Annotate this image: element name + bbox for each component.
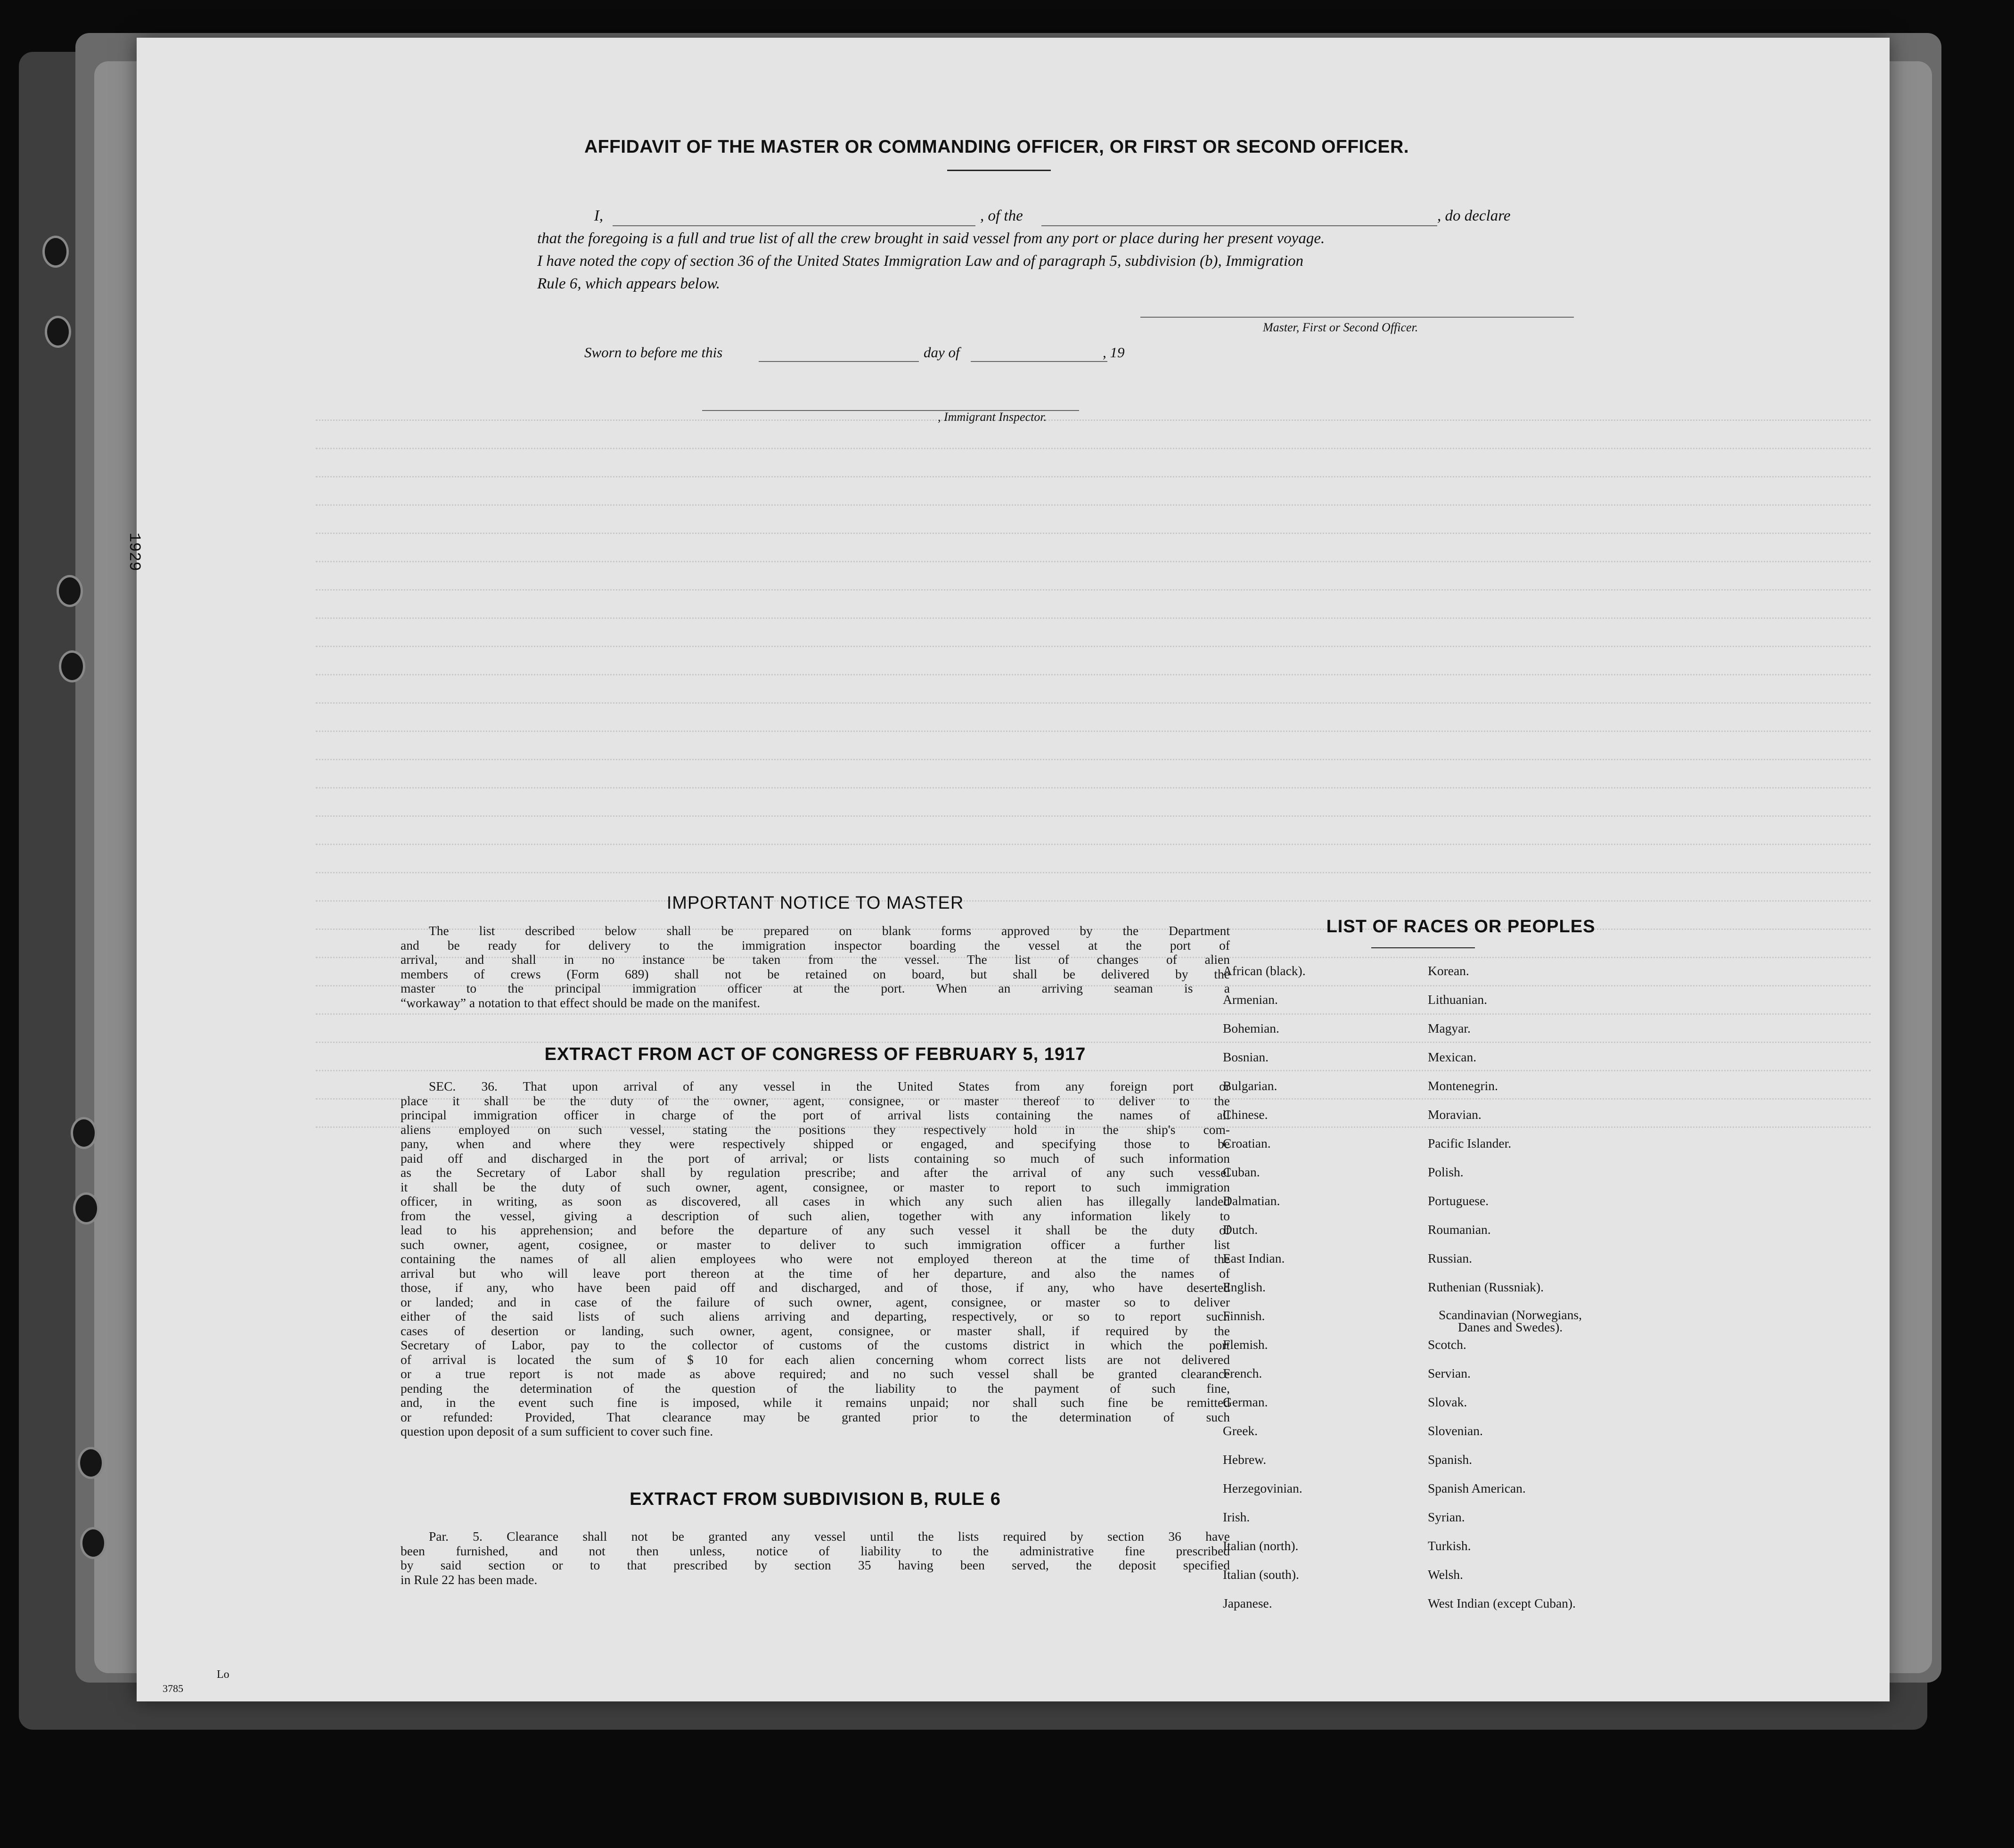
race-item: Servian.: [1428, 1366, 1471, 1380]
ghost-row: [316, 646, 1871, 649]
race-item: Moravian.: [1428, 1107, 1482, 1122]
race-item: Roumanian.: [1428, 1222, 1491, 1237]
extract-act-line: aliens employed on such vessel, stating the positions they respectively hold in the ship's com-: [401, 1122, 1230, 1137]
race-item: Greek.: [1223, 1423, 1258, 1438]
ghost-row: [316, 448, 1871, 451]
footer-form-code: 3785: [163, 1683, 183, 1694]
binder-hole: [73, 1192, 99, 1224]
ghost-row: [316, 504, 1871, 508]
extract-act-line: either of the said lists of such aliens arriving and departing, respectively, or so to report such: [401, 1309, 1230, 1323]
ghost-row: [316, 589, 1871, 592]
binder-hole: [57, 575, 83, 607]
extract-act-line: it shall be the duty of such owner, agent, consignee, or master to report to such immigration: [401, 1179, 1230, 1194]
extract-act-line: cases of desertion or landing, such owner, agent, consignee, or master shall, if required by the: [401, 1323, 1230, 1338]
ghost-row: [316, 815, 1871, 819]
binder-hole: [59, 650, 85, 682]
form-page: [125, 38, 1890, 1701]
binder-hole: [71, 1117, 97, 1149]
title-divider: [947, 170, 1051, 171]
extract-act-line: and, in the event such fine is imposed, while it remains unpaid; nor shall such fine be remitted: [401, 1395, 1230, 1410]
race-item: Spanish American.: [1428, 1481, 1526, 1495]
extract-rule-line: in Rule 22 has been made.: [401, 1572, 538, 1587]
notice-line: master to the principal immigration officer at the port. When an arriving seaman is a: [401, 981, 1230, 995]
ghost-row: [316, 787, 1871, 790]
affidavit-i: I,: [594, 207, 603, 224]
sworn-before-label: Sworn to before me this: [584, 344, 723, 361]
race-item: Flemish.: [1223, 1337, 1268, 1352]
extract-act-line: pany, when and where they were respectively shipped or engaged, and specifying those to be: [401, 1136, 1230, 1151]
ghost-row: [316, 1070, 1871, 1073]
extract-act-line: arrival but who will leave port thereon at the time of her departure, and also the names of: [401, 1265, 1230, 1281]
affidavit-declare: , do declare: [1437, 207, 1511, 224]
race-item: Montenegrin.: [1428, 1078, 1498, 1093]
ghost-row: [316, 872, 1871, 875]
master-signature-blank[interactable]: [1140, 317, 1574, 318]
race-item: Spanish.: [1428, 1452, 1472, 1467]
race-item: Lithuanian.: [1428, 992, 1488, 1007]
ghost-row: [316, 844, 1871, 847]
ghost-row: [316, 533, 1871, 536]
margin-stamp: 1929: [125, 533, 143, 571]
notice-title: IMPORTANT NOTICE TO MASTER: [666, 893, 964, 913]
race-item: Scandinavian (Norwegians, Danes and Swedes).: [1439, 1307, 1582, 1334]
race-item: Portuguese.: [1428, 1193, 1489, 1208]
race-item: Magyar.: [1428, 1021, 1471, 1035]
race-item: Bohemian.: [1223, 1021, 1279, 1035]
race-item: Ruthenian (Russniak).: [1428, 1280, 1544, 1294]
affidavit-line2: that the foregoing is a full and true list of all the crew brought in said vessel from any port or place during her present voyage.: [537, 230, 1325, 247]
binder-hole: [80, 1527, 106, 1559]
affidavit-of-the: , of the: [980, 207, 1023, 224]
races-column-1: [1223, 964, 1425, 1625]
extract-act-line: of arrival is located the sum of $ 10 for each alien concerning whom correct lists are not delivered: [401, 1352, 1230, 1367]
race-item: Italian (north).: [1223, 1538, 1299, 1553]
extract-act-line: from the vessel, giving a description of such alien, together with any information likely to: [401, 1208, 1230, 1223]
extract-act-line: SEC. 36. That upon arrival of any vessel in the United States from any foreign port or: [429, 1079, 1230, 1093]
notice-line: The list described below shall be prepared on blank forms approved by the Department: [429, 923, 1230, 938]
race-item: Croatian.: [1223, 1136, 1271, 1150]
race-item: Welsh.: [1428, 1567, 1463, 1582]
race-item: Polish.: [1428, 1165, 1464, 1179]
race-item: Italian (south).: [1223, 1567, 1299, 1582]
bleed-through: [137, 38, 1890, 1701]
extract-act-line: place it shall be the duty of the owner, agent, consignee, or master thereof to deliver to the: [401, 1093, 1230, 1108]
extract-act-line: principal immigration officer in charge of the port of arrival lists containing the names of all: [401, 1108, 1230, 1122]
extract-rule-line: by said section or to that prescribed by section 35 having been served, the deposit specified: [401, 1558, 1230, 1572]
extract-act-line: officer, in writing, as soon as discovered, all cases in which any such alien has illegally landed: [401, 1194, 1230, 1208]
extract-act-line: containing the names of all alien employees who were not employed thereon at the time of the: [401, 1251, 1230, 1266]
race-item: Scotch.: [1428, 1337, 1466, 1352]
ghost-row: [316, 759, 1871, 762]
race-item: Bosnian.: [1223, 1050, 1269, 1064]
race-item: West Indian (except Cuban).: [1428, 1596, 1576, 1610]
year-label: , 19: [1103, 344, 1125, 361]
race-item: Pacific Islander.: [1428, 1136, 1512, 1150]
race-item: Slovak.: [1428, 1395, 1467, 1409]
day-blank[interactable]: [759, 361, 919, 362]
inspector-label: , Immigrant Inspector.: [938, 410, 1047, 424]
notice-body: [401, 924, 1230, 1010]
binder-hole: [45, 316, 71, 348]
notice-line: “workaway” a notation to that effect should be made on the manifest.: [401, 995, 761, 1010]
extract-act-line: or a true report is not made as above required; and no such vessel shall be granted clearance: [401, 1366, 1230, 1381]
race-item: Irish.: [1223, 1510, 1250, 1524]
race-item: Mexican.: [1428, 1050, 1477, 1064]
affidavit-line4: Rule 6, which appears below.: [537, 275, 720, 292]
race-item: Syrian.: [1428, 1510, 1465, 1524]
extract-act-title: EXTRACT FROM ACT OF CONGRESS OF FEBRUARY 5, 1917: [544, 1044, 1086, 1064]
races-divider: [1371, 947, 1475, 948]
extract-act-line: pending the determination of the question of the liability to the payment of such fine,: [401, 1380, 1230, 1396]
ghost-row: [316, 419, 1871, 423]
race-item: Slovenian.: [1428, 1423, 1483, 1438]
race-item: German.: [1223, 1395, 1268, 1409]
notice-line: and be ready for delivery to the immigration inspector boarding the vessel at the port of: [401, 937, 1230, 953]
extract-act-line: paid off and discharged in the port of arrival; or lists containing so much of such information: [401, 1150, 1230, 1166]
affidavit-line3: I have noted the copy of section 36 of the United States Immigration Law and of paragraph 5, subdivision (b), Immigration: [537, 253, 1304, 270]
extract-act-line: those, if any, who have been paid off and discharged, and of those, if any, who have deserted: [401, 1280, 1230, 1295]
master-signature-label: Master, First or Second Officer.: [1263, 320, 1418, 334]
race-item: Dutch.: [1223, 1222, 1258, 1237]
affidavit-title: AFFIDAVIT OF THE MASTER OR COMMANDING OFFICER, OR FIRST OR SECOND OFFICER.: [584, 137, 1409, 157]
binder-hole: [42, 236, 69, 268]
race-item: Hebrew.: [1223, 1452, 1267, 1467]
extract-rule-title: EXTRACT FROM SUBDIVISION B, RULE 6: [630, 1489, 1001, 1509]
day-of-label: day of: [924, 344, 960, 361]
race-item: Korean.: [1428, 963, 1469, 978]
races-column-2: [1428, 964, 1616, 1625]
race-item: East Indian.: [1223, 1251, 1285, 1265]
extract-act-line: lead to his apprehension; and before the departure of any such vessel it shall be the duty of: [401, 1223, 1230, 1237]
ghost-row: [316, 617, 1871, 621]
extract-rule-line: Par. 5. Clearance shall not be granted any vessel until the lists required by section 36 have: [429, 1529, 1230, 1544]
ghost-row: [316, 702, 1871, 706]
ghost-row: [316, 561, 1871, 564]
extract-act-line: question upon deposit of a sum sufficient to cover such fine.: [401, 1424, 713, 1438]
ghost-row: [316, 731, 1871, 734]
race-item: English.: [1223, 1280, 1266, 1294]
affidavit-line1: [584, 207, 1612, 229]
notice-line: arrival, and shall in no instance be taken from the vessel. The list of changes of alien: [401, 952, 1230, 967]
race-item: Armenian.: [1223, 992, 1278, 1007]
extract-act-body: [401, 1079, 1230, 1439]
vessel-blank[interactable]: [1041, 225, 1437, 226]
race-item: Herzegovinian.: [1223, 1481, 1302, 1495]
race-item: Bulgarian.: [1223, 1078, 1277, 1093]
race-item: French.: [1223, 1366, 1262, 1380]
race-item: African (black).: [1223, 963, 1306, 978]
extract-act-line: such owner, agent, cosignee, or master to deliver to such immigration officer a further list: [401, 1237, 1230, 1252]
ghost-row: [316, 1013, 1871, 1017]
notice-line: members of crews (Form 689) shall not be retained on board, but shall be delivered by the: [401, 966, 1230, 981]
sworn-line: [584, 344, 1385, 366]
extract-rule-line: been furnished, and not then unless, notice of liability to the administrative fine prescribed: [401, 1543, 1230, 1558]
extract-act-line: as the Secretary of Labor shall by regulation prescribe; and after the arrival of any such vessel: [401, 1165, 1230, 1180]
races-title: LIST OF RACES OR PEOPLES: [1326, 917, 1596, 936]
race-item: Dalmatian.: [1223, 1193, 1280, 1208]
race-item: Russian.: [1428, 1251, 1472, 1265]
extract-rule-body: [401, 1529, 1230, 1587]
extract-act-line: or landed; and in case of the failure of such owner, agent, consignee, or master so to deliver: [401, 1294, 1230, 1309]
ghost-row: [316, 674, 1871, 677]
extract-act-line: Secretary of Labor, pay to the collector of customs of the customs district in which the port: [401, 1338, 1230, 1352]
race-item: Japanese.: [1223, 1596, 1272, 1610]
ghost-row: [316, 476, 1871, 479]
race-item: Finnish.: [1223, 1308, 1265, 1323]
race-item: Chinese.: [1223, 1107, 1268, 1122]
binder-hole: [78, 1447, 104, 1479]
month-blank[interactable]: [971, 361, 1107, 362]
name-blank[interactable]: [613, 225, 975, 226]
footer-text: Lo: [217, 1668, 229, 1681]
race-item: Turkish.: [1428, 1538, 1471, 1553]
extract-act-line: or refunded: Provided, That clearance may be granted prior to the determination of such: [401, 1409, 1230, 1424]
race-item: Cuban.: [1223, 1165, 1260, 1179]
